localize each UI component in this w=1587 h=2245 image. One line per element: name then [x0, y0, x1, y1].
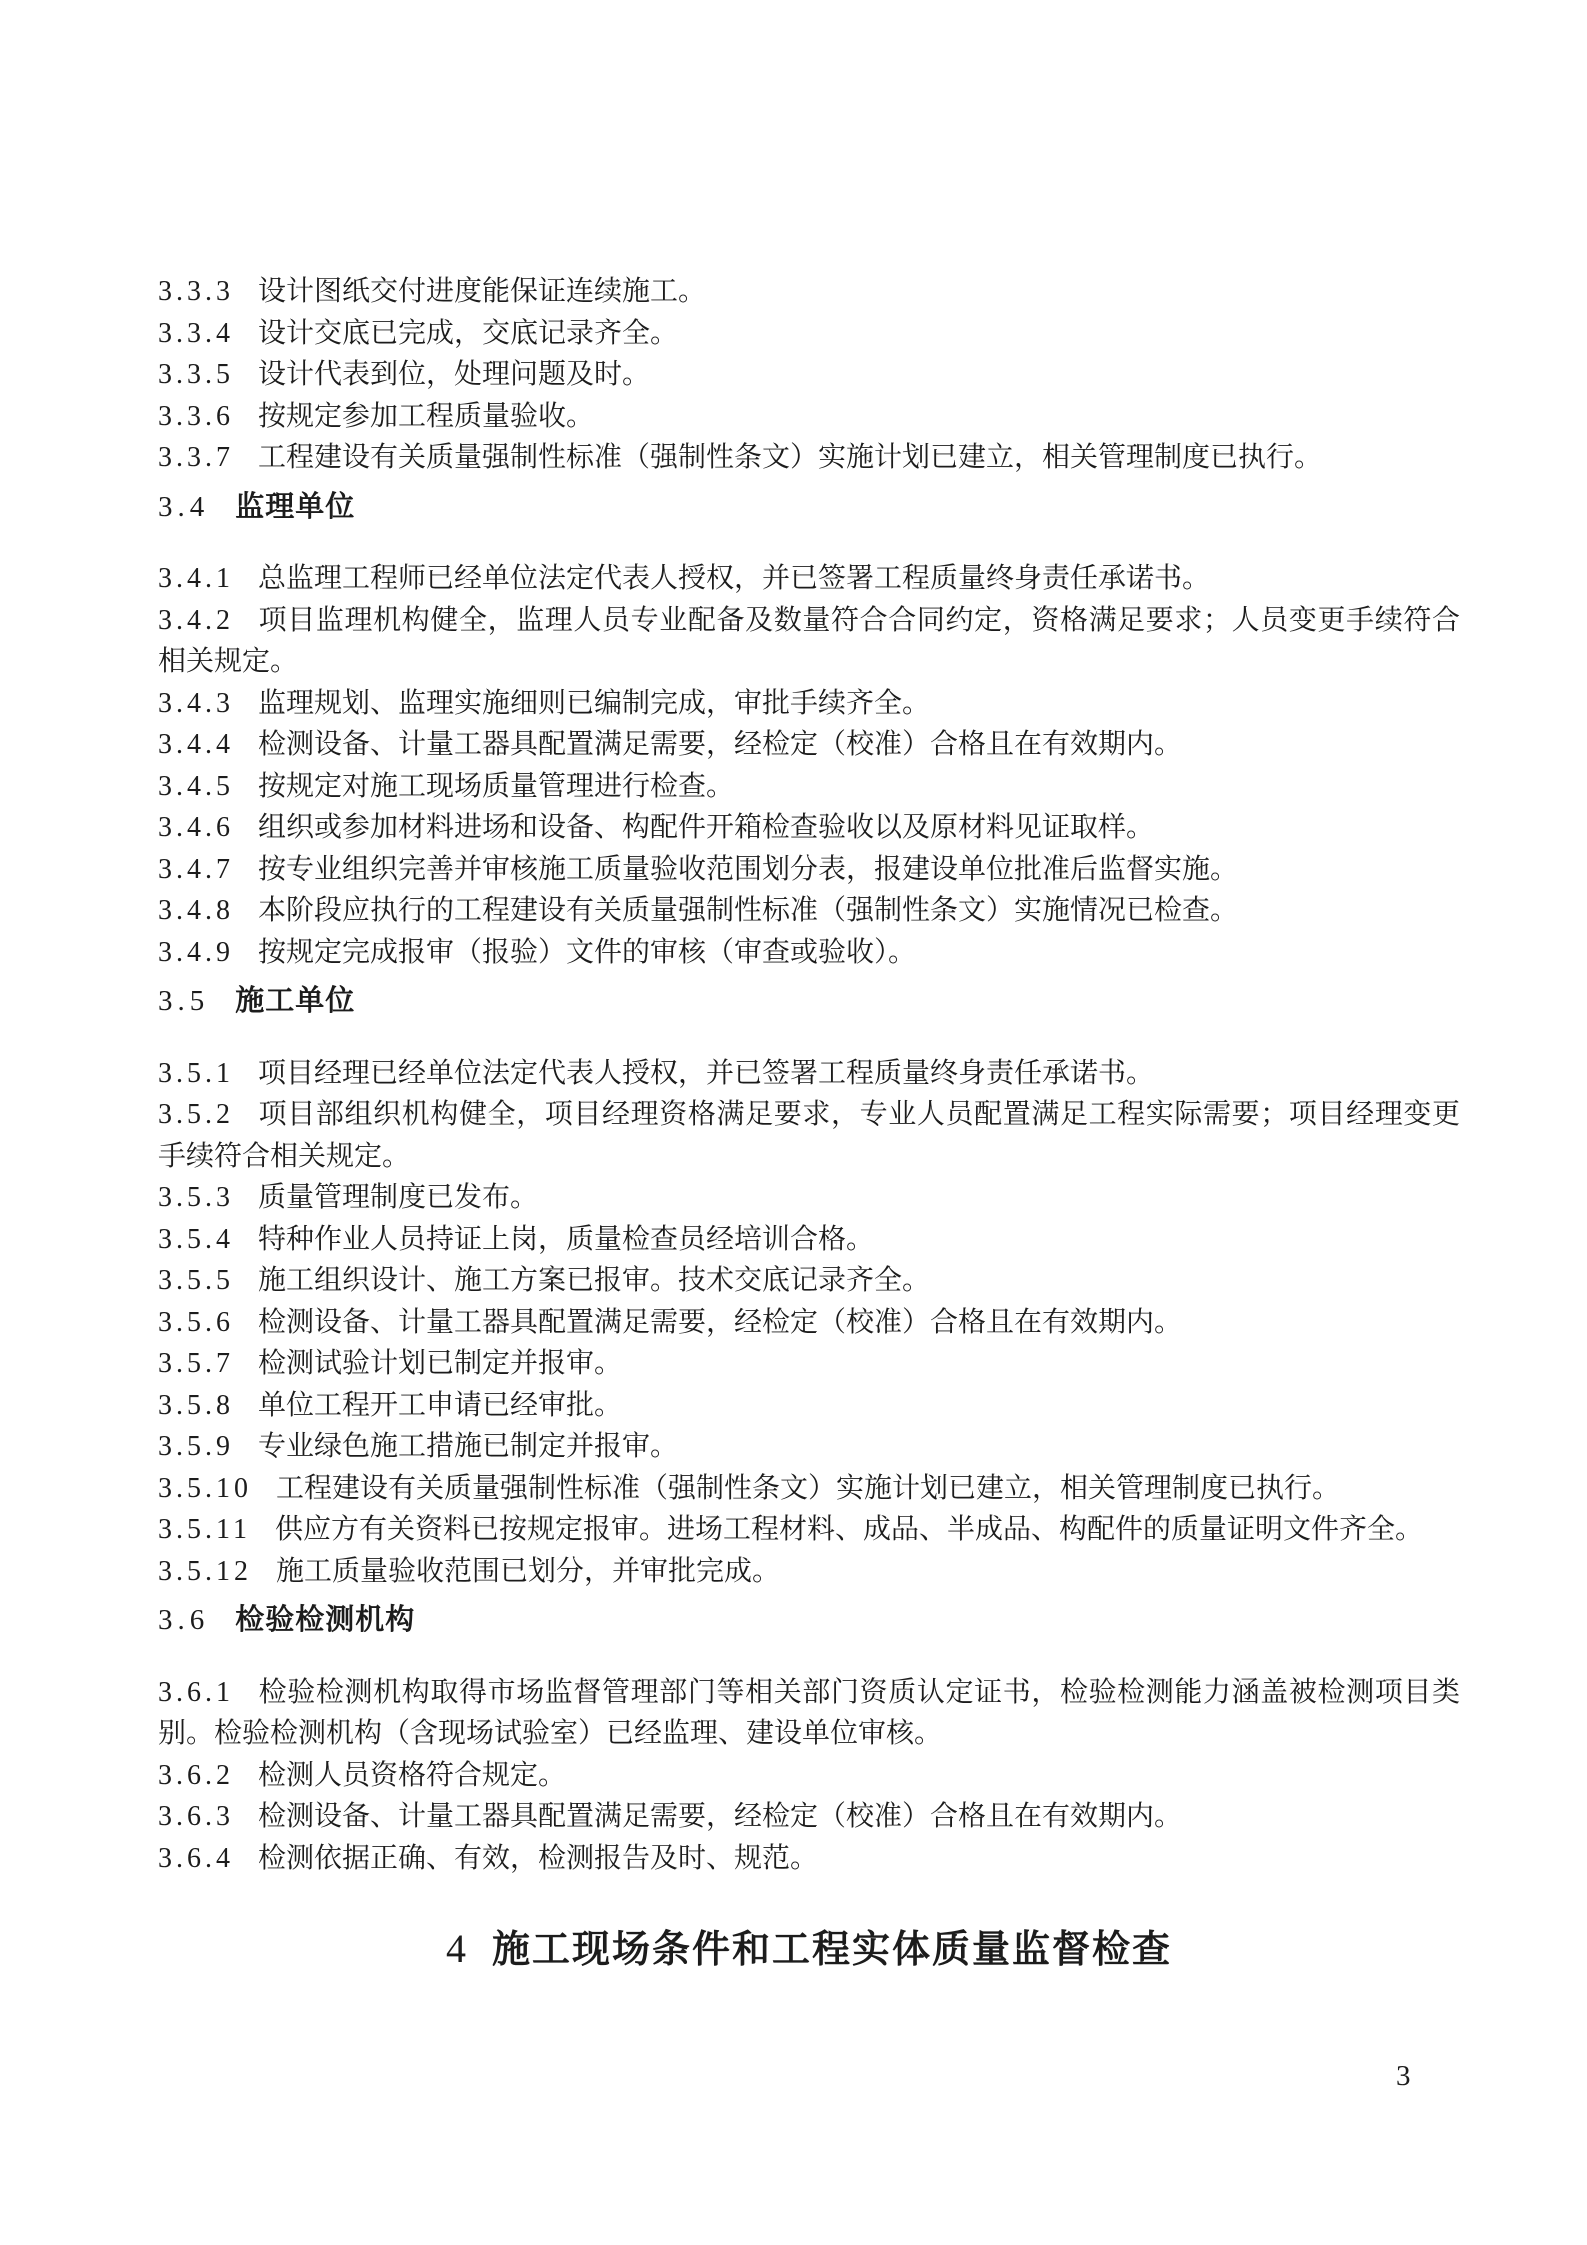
clause-text: 监理规划、监理实施细则已编制完成，审批手续齐全。 — [258, 687, 931, 719]
clause-number: 3.3.7 — [158, 442, 234, 473]
clause-item — [158, 1094, 1460, 1177]
clause-number: 3.5.4 — [158, 1223, 234, 1255]
clause-text: 设计代表到位，处理问题及时。 — [258, 359, 651, 390]
clause-text: 工程建设有关质量强制性标准（强制性条文）实施计划已建立，相关管理制度已执行。 — [276, 1472, 1341, 1504]
clause-item — [158, 1177, 1460, 1219]
clause-text: 按规定完成报审（报验）文件的审核（审查或验收）。 — [258, 936, 917, 968]
clause-number: 3.6.2 — [158, 1759, 234, 1791]
clause-item — [158, 600, 1460, 683]
clause-item — [158, 724, 1460, 766]
clause-item — [158, 1053, 1460, 1095]
clause-item — [158, 1755, 1460, 1797]
clause-text: 本阶段应执行的工程建设有关质量强制性标准（强制性条文）实施情况已检查。 — [258, 895, 1239, 926]
clause-text: 检测设备、计量工器具配置满足需要，经检定（校准）合格且在有效期内。 — [258, 729, 1183, 760]
clause-number: 3.3.6 — [158, 400, 234, 432]
clause-item — [158, 1838, 1460, 1880]
section-heading — [158, 487, 1460, 529]
clause-text: 检测设备、计量工器具配置满足需要，经检定（校准）合格且在有效期内。 — [258, 1306, 1183, 1338]
clause-text: 工程建设有关质量强制性标准（强制性条文）实施计划已建立，相关管理制度已执行。 — [258, 442, 1323, 473]
clause-item — [158, 1796, 1460, 1838]
clause-text: 单位工程开工申请已经审批。 — [258, 1389, 623, 1421]
clause-text: 施工质量验收范围已划分，并审批完成。 — [276, 1555, 781, 1587]
clause-item — [158, 849, 1460, 891]
clause-number: 3.4.8 — [158, 895, 234, 926]
clause-number: 3.4.9 — [158, 936, 234, 968]
clause-text: 总监理工程师已经单位法定代表人授权，并已签署工程质量终身责任承诺书。 — [258, 563, 1211, 594]
clause-text: 项目经理已经单位法定代表人授权，并已签署工程质量终身责任承诺书。 — [258, 1057, 1155, 1089]
section-heading-number: 3.5 — [158, 985, 210, 1017]
clause-number: 3.6.1 — [158, 1676, 234, 1708]
page-number: 3 — [1396, 2060, 1411, 2092]
chapter-heading-title: 施工现场条件和工程实体质量监督检查 — [491, 1929, 1172, 1971]
clause-number: 3.6.3 — [158, 1801, 234, 1832]
clause-number: 3.3.3 — [158, 276, 234, 307]
clause-item — [158, 437, 1460, 479]
clause-item — [158, 1551, 1460, 1593]
clause-text: 检测设备、计量工器具配置满足需要，经检定（校准）合格且在有效期内。 — [258, 1801, 1183, 1832]
clause-item — [158, 766, 1460, 808]
clause-number: 3.5.2 — [158, 1099, 234, 1130]
clause-number: 3.4.2 — [158, 604, 234, 636]
clause-item — [158, 313, 1460, 355]
clause-text: 质量管理制度已发布。 — [258, 1182, 539, 1213]
clause-number: 3.5.11 — [158, 1514, 251, 1545]
clause-number: 3.4.4 — [158, 729, 234, 760]
clause-number: 3.3.5 — [158, 359, 234, 390]
section-heading-number: 3.6 — [158, 1604, 210, 1636]
document-content — [158, 271, 1460, 1978]
clause-item — [158, 1672, 1460, 1755]
section-heading-title: 检验检测机构 — [235, 1604, 416, 1636]
clause-text: 项目部组织机构健全，项目经理资格满足要求，专业人员配置满足工程实际需要；项目经理变更手续符合相关规定。 — [158, 1099, 1460, 1172]
clause-item — [158, 1219, 1460, 1261]
clause-item — [158, 1426, 1460, 1468]
clause-text: 专业绿色施工措施已制定并报审。 — [258, 1431, 679, 1462]
clause-text: 项目监理机构健全，监理人员专业配备及数量符合合同约定，资格满足要求；人员变更手续符合相关规定。 — [158, 604, 1460, 677]
clause-text: 检测人员资格符合规定。 — [258, 1759, 567, 1791]
clause-text: 施工组织设计、施工方案已报审。技术交底记录齐全。 — [258, 1265, 931, 1296]
clause-item — [158, 271, 1460, 313]
section-heading-title: 施工单位 — [235, 985, 356, 1017]
clause-number: 3.5.8 — [158, 1389, 234, 1421]
chapter-heading-number: 4 — [445, 1926, 466, 1971]
clause-item — [158, 807, 1460, 849]
clause-text: 供应方有关资料已按规定报审。进场工程材料、成品、半成品、构配件的质量证明文件齐全。 — [274, 1514, 1423, 1545]
clause-number: 3.6.4 — [158, 1842, 234, 1874]
clause-item — [158, 354, 1460, 396]
clause-text: 特种作业人员持证上岗，质量检查员经培训合格。 — [258, 1223, 875, 1255]
section-heading — [158, 981, 1460, 1023]
clause-item — [158, 558, 1460, 600]
clause-item — [158, 932, 1460, 974]
clause-text: 检测依据正确、有效，检测报告及时、规范。 — [258, 1842, 819, 1874]
clause-item — [158, 1468, 1460, 1510]
clause-number: 3.5.6 — [158, 1306, 234, 1338]
clause-item — [158, 1343, 1460, 1385]
clause-number: 3.5.12 — [158, 1555, 252, 1587]
clause-text: 检测试验计划已制定并报审。 — [258, 1348, 623, 1379]
section-heading — [158, 1600, 1460, 1642]
clause-number: 3.5.9 — [158, 1431, 234, 1462]
clause-number: 3.4.5 — [158, 770, 234, 802]
chapter-heading — [158, 1921, 1460, 1978]
clause-text: 按专业组织完善并审核施工质量验收范围划分表，报建设单位批准后监督实施。 — [258, 853, 1239, 885]
clause-item — [158, 1302, 1460, 1344]
clause-item — [158, 1260, 1460, 1302]
clause-item — [158, 396, 1460, 438]
clause-text: 设计交底已完成，交底记录齐全。 — [258, 317, 679, 349]
section-heading-title: 监理单位 — [235, 490, 356, 523]
clause-number: 3.5.10 — [158, 1472, 252, 1504]
clause-text: 按规定参加工程质量验收。 — [258, 400, 595, 432]
clause-text: 检验检测机构取得市场监督管理部门等相关部门资质认定证书，检验检测能力涵盖被检测项目类别。检验检测机构（含现场试验室）已经监理、建设单位审核。 — [158, 1676, 1460, 1749]
clause-item — [158, 1385, 1460, 1427]
clause-item — [158, 683, 1460, 725]
section-heading-number: 3.4 — [158, 490, 210, 523]
clause-number: 3.5.3 — [158, 1182, 234, 1213]
clause-item — [158, 1509, 1460, 1551]
clause-number: 3.3.4 — [158, 317, 234, 349]
clause-number: 3.5.1 — [158, 1057, 234, 1089]
clause-text: 组织或参加材料进场和设备、构配件开箱检查验收以及原材料见证取样。 — [258, 812, 1155, 843]
clause-text: 按规定对施工现场质量管理进行检查。 — [258, 770, 735, 802]
clause-item — [158, 890, 1460, 932]
clause-number: 3.4.1 — [158, 563, 234, 594]
clause-number: 3.5.7 — [158, 1348, 234, 1379]
clause-number: 3.4.3 — [158, 687, 234, 719]
clause-number: 3.5.5 — [158, 1265, 234, 1296]
clause-text: 设计图纸交付进度能保证连续施工。 — [258, 276, 707, 307]
clause-number: 3.4.7 — [158, 853, 234, 885]
clause-number: 3.4.6 — [158, 812, 234, 843]
